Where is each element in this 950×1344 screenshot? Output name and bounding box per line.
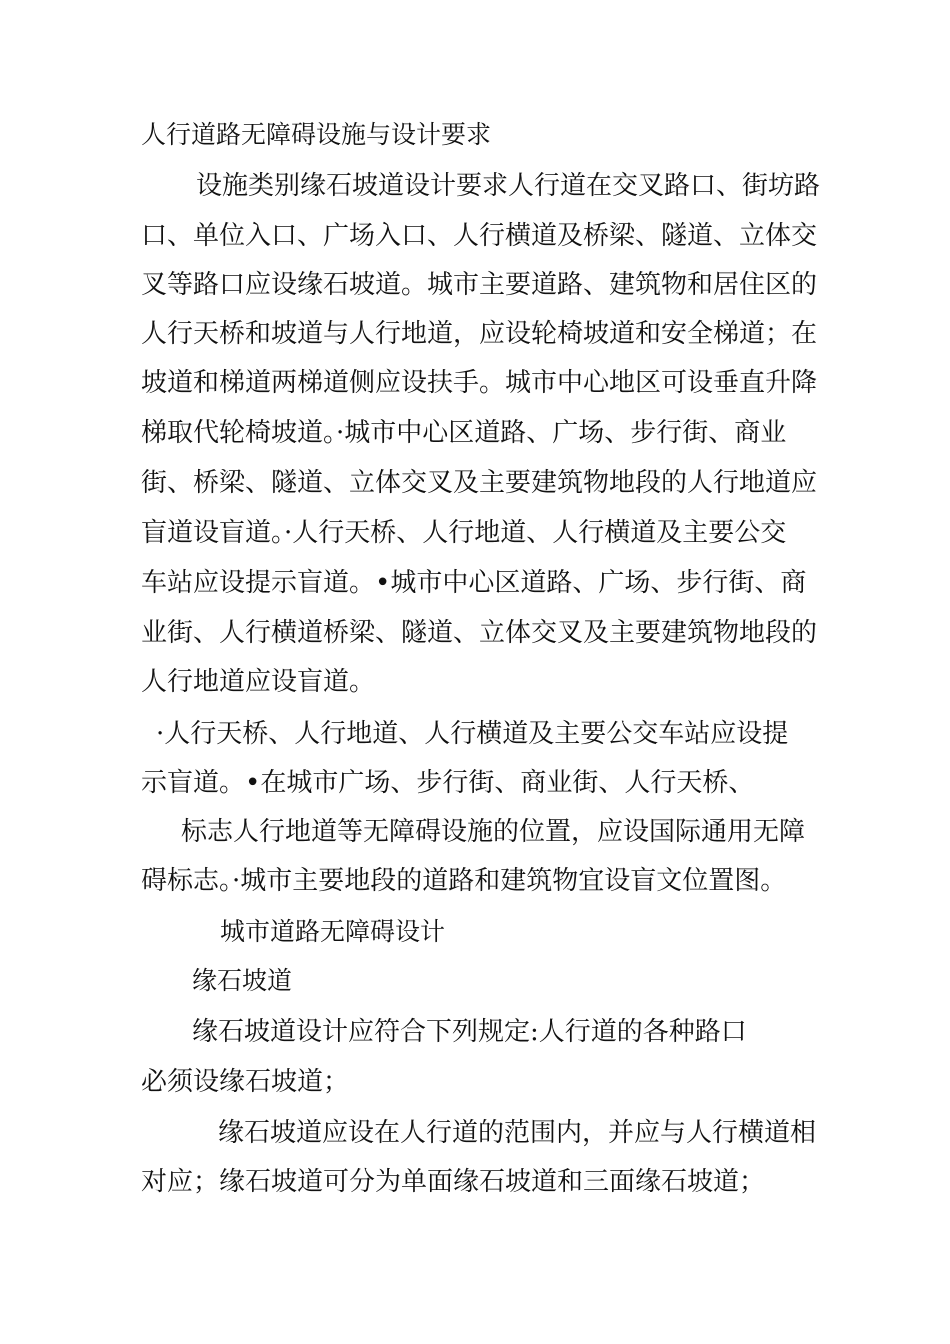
paragraph-line: 车站应设提示盲道。•城市中心区道路、广场、步行街、商 [141,568,807,598]
paragraph-line: 设施类别缘石坡道设计要求人行道在交叉路口、街坊路 [196,171,821,201]
paragraph-line: 标志人行地道等无障碍设施的位置，应设国际通用无障 [181,817,806,847]
paragraph-line: 叉等路口应设缘石坡道。城市主要道路、建筑物和居住区的 [141,270,818,300]
section-heading: 城市道路无障碍设计 [220,917,446,946]
paragraph-line: 对应；缘石坡道可分为单面缘石坡道和三面缘石坡道； [141,1167,766,1197]
paragraph-line: 坡道和梯道两梯道侧应设扶手。城市中心地区可设垂直升降 [141,368,818,398]
paragraph-line: 口、单位入口、广场入口、人行横道及桥梁、隧道、立体交 [141,221,818,251]
document-title: 人行道路无障碍设施与设计要求 [141,120,492,149]
paragraph-line: 街、桥梁、隧道、立体交叉及主要建筑物地段的人行地道应 [141,468,818,498]
subsection-heading: 缘石坡道 [192,966,293,995]
paragraph-line: ·人行天桥、人行地道、人行横道及主要公交车站应设提 [156,719,789,749]
paragraph-line: 碍标志。·城市主要地段的道路和建筑物宜设盲文位置图。 [141,866,787,896]
paragraph-line: 缘石坡道设计应符合下列规定:人行道的各种路口 [192,1017,747,1047]
paragraph-line: 示盲道。•在城市广场、步行街、商业街、人行天桥、 [141,768,755,798]
paragraph-line: 人行天桥和坡道与人行地道，应设轮椅坡道和安全梯道；在 [141,319,818,349]
paragraph-line: 必须设缘石坡道； [141,1067,350,1097]
paragraph-line: 业街、人行横道桥梁、隧道、立体交叉及主要建筑物地段的 [141,618,818,648]
paragraph-line: 梯取代轮椅坡道。·城市中心区道路、广场、步行街、商业 [141,418,787,448]
paragraph-line: 缘石坡道应设在人行道的范围内，并应与人行横道相 [218,1118,817,1148]
paragraph-line: 盲道设盲道。·人行天桥、人行地道、人行横道及主要公交 [141,518,787,548]
paragraph-line: 人行地道应设盲道。 [141,667,376,697]
